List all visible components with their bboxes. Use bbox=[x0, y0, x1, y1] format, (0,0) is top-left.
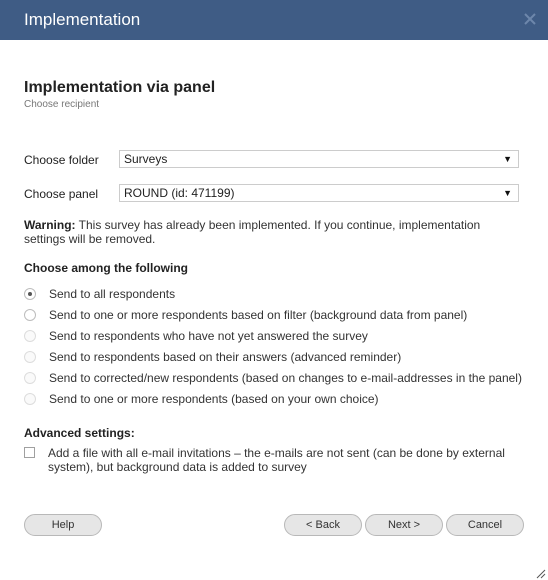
radio-option-not-answered bbox=[24, 329, 534, 345]
dropdown-arrow-icon: ▼ bbox=[503, 154, 512, 164]
page-title: Implementation via panel bbox=[24, 79, 216, 96]
close-icon[interactable] bbox=[522, 11, 538, 27]
radio-button bbox=[24, 330, 36, 342]
cancel-button[interactable]: Cancel bbox=[446, 514, 524, 536]
radio-label: Send to all respondents bbox=[49, 287, 176, 301]
radio-option-advanced-reminder bbox=[24, 350, 534, 366]
radio-label: Send to one or more respondents (based on your own choice) bbox=[49, 392, 379, 406]
dropdown-arrow-icon: ▼ bbox=[503, 188, 512, 198]
dialog-title: Implementation bbox=[24, 10, 141, 29]
email-file-checkbox-label: Add a file with all e-mail invitations – the e-mails are not sent (can be done by external system), but background data is added to survey bbox=[48, 446, 505, 474]
advanced-settings-label: Advanced settings: bbox=[24, 426, 135, 440]
folder-select[interactable] bbox=[119, 150, 519, 168]
radio-button bbox=[24, 372, 36, 384]
choices-label: Choose among the following bbox=[24, 261, 188, 275]
radio-option-all[interactable] bbox=[24, 287, 534, 303]
radio-button[interactable] bbox=[24, 288, 36, 300]
panel-label: Choose panel bbox=[24, 187, 99, 201]
folder-select-value: Surveys bbox=[124, 152, 168, 166]
warning-prefix: Warning: bbox=[24, 218, 76, 232]
page-subtitle: Choose recipient bbox=[24, 99, 100, 110]
radio-label: Send to respondents based on their answers (advanced reminder) bbox=[49, 350, 402, 364]
back-button[interactable]: < Back bbox=[284, 514, 362, 536]
warning-message bbox=[24, 218, 524, 246]
radio-button[interactable] bbox=[24, 309, 36, 321]
email-file-checkbox[interactable] bbox=[24, 447, 35, 458]
radio-label: Send to one or more respondents based on filter (background data from panel) bbox=[49, 308, 468, 322]
next-button[interactable]: Next > bbox=[365, 514, 443, 536]
radio-button bbox=[24, 393, 36, 405]
radio-option-own-choice bbox=[24, 392, 534, 408]
radio-label: Send to corrected/new respondents (based on changes to e-mail-addresses in the panel) bbox=[49, 371, 522, 385]
folder-label: Choose folder bbox=[24, 153, 99, 167]
radio-button bbox=[24, 351, 36, 363]
panel-select[interactable] bbox=[119, 184, 519, 202]
warning-text: This survey has already been implemented. If you continue, implementation settings will be removed. bbox=[24, 218, 481, 246]
dialog-titlebar[interactable] bbox=[0, 0, 548, 40]
radio-option-filter[interactable] bbox=[24, 308, 534, 324]
radio-option-corrected bbox=[24, 371, 534, 387]
radio-label: Send to respondents who have not yet answered the survey bbox=[49, 329, 368, 343]
panel-select-value: ROUND (id: 471199) bbox=[124, 186, 235, 200]
help-button[interactable]: Help bbox=[24, 514, 102, 536]
resize-handle-icon[interactable] bbox=[534, 566, 546, 578]
